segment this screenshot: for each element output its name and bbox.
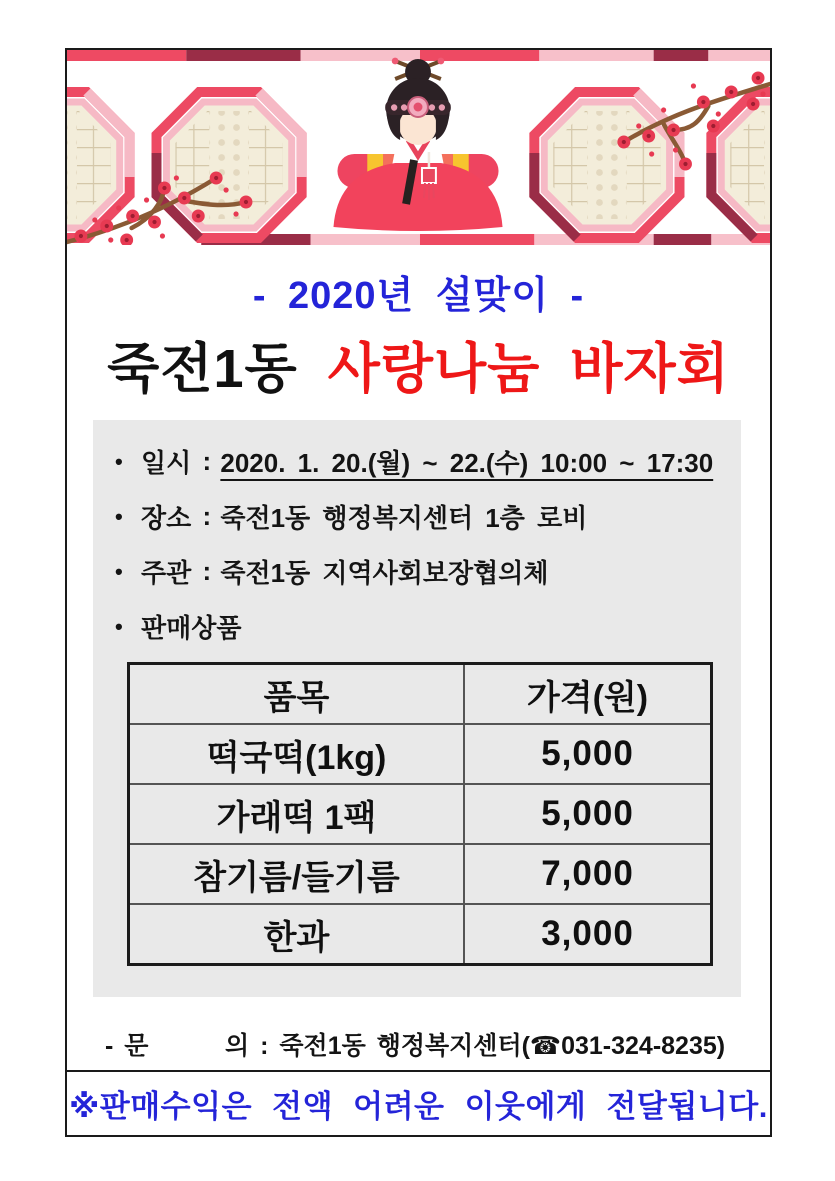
bullet-icon: • xyxy=(115,558,123,584)
price-cell: 3,000 xyxy=(464,904,712,965)
event-subtitle: - 2020년 설맞이 - xyxy=(252,275,585,317)
price-table xyxy=(127,662,713,966)
hanbok-doll-icon xyxy=(333,58,502,231)
table-row xyxy=(129,724,712,784)
info-item-datetime xyxy=(115,434,731,489)
price-table-header-row xyxy=(129,664,712,725)
bullet-icon: • xyxy=(115,448,123,474)
info-panel xyxy=(93,420,741,997)
table-row xyxy=(129,904,712,965)
info-label: 판매상품 xyxy=(141,613,242,643)
bullet-icon: • xyxy=(115,503,123,529)
item-cell: 가래떡 1팩 xyxy=(129,784,465,844)
info-separator: : xyxy=(195,446,219,476)
column-header-price: 가격(원) xyxy=(464,664,712,725)
event-title-name: 사랑나눔 바자회 xyxy=(327,339,730,399)
banner-illustration xyxy=(67,50,770,245)
notice-strip xyxy=(67,1070,770,1135)
column-header-item: 품목 xyxy=(129,664,465,725)
info-item-products xyxy=(115,599,731,654)
octagon-window-icon xyxy=(156,92,301,238)
event-title xyxy=(67,326,770,403)
contact-info: - 문 의 : 죽전1동 행정복지센터(☎031-324-8235) xyxy=(105,1032,726,1060)
info-label: 일시 xyxy=(141,448,192,478)
octagon-window-icon xyxy=(67,92,130,238)
poster-frame xyxy=(65,48,772,1137)
event-title-district: 죽전1동 xyxy=(107,339,298,399)
info-label: 주관 xyxy=(141,558,192,588)
price-cell: 7,000 xyxy=(464,844,712,904)
info-value: 죽전1동 행정복지센터 1층 로비 xyxy=(220,503,588,533)
info-value: 2020. 1. 20.(월) ~ 22.(수) 10:00 ~ 17:30 xyxy=(220,448,714,478)
info-separator: : xyxy=(195,556,219,586)
info-item-location xyxy=(115,489,731,544)
table-row xyxy=(129,844,712,904)
info-item-organizer xyxy=(115,544,731,599)
octagon-window-icon xyxy=(534,92,679,238)
info-bullet-list xyxy=(115,434,731,654)
banner-bottom-stripe-icon xyxy=(201,234,770,245)
item-cell: 한과 xyxy=(129,904,465,965)
info-label: 장소 xyxy=(141,503,192,533)
bullet-icon: • xyxy=(115,613,123,639)
info-separator: : xyxy=(195,501,219,531)
donation-notice: ※판매수익은 전액 어려운 이웃에게 전달됩니다. xyxy=(69,1089,768,1124)
price-cell: 5,000 xyxy=(464,724,712,784)
table-row xyxy=(129,784,712,844)
item-cell: 떡국떡(1kg) xyxy=(129,724,465,784)
price-cell: 5,000 xyxy=(464,784,712,844)
item-cell: 참기름/들기름 xyxy=(129,844,465,904)
info-value: 죽전1동 지역사회보장협의체 xyxy=(220,558,549,588)
